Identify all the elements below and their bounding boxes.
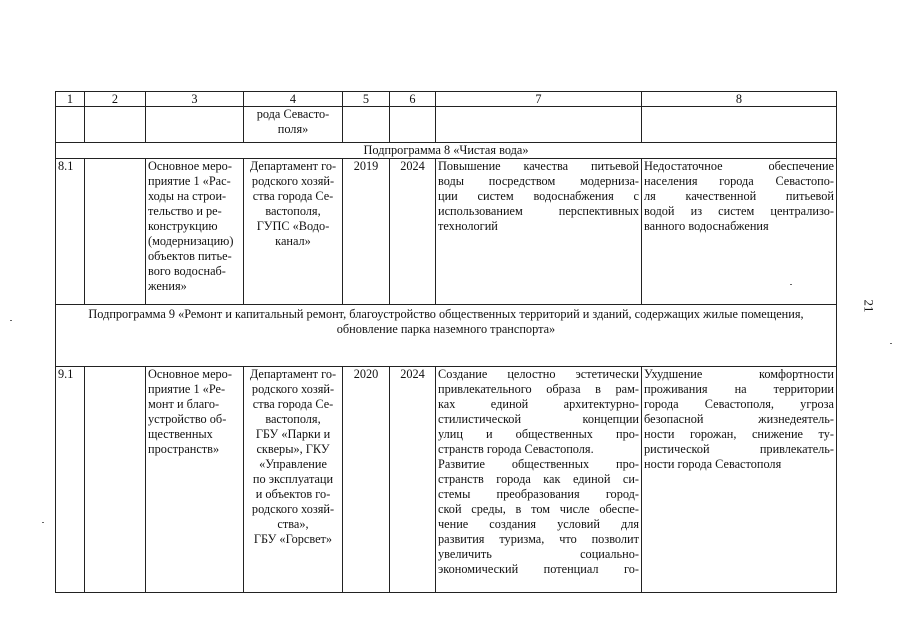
continued-executor-text: рода Севасто- поля» <box>256 107 330 136</box>
header-col-4: 4 <box>244 92 343 107</box>
end-year: 2024 <box>390 159 436 305</box>
row-number: 9.1 <box>56 367 85 593</box>
end-year: 2024 <box>390 367 436 593</box>
table-row-9-1 <box>56 367 837 593</box>
consequence-text: Ухудшение комфортности проживания на территории города Севастополя, угроза безопасной жизнедеятель- ности горожан, снижение ту- ристической привлекатель- ности города Севастополя <box>642 367 837 593</box>
measure-text: Основное меро- приятие 1 «Ре- монт и благо- устройство об- щественных пространств» <box>148 367 232 456</box>
scan-speck <box>42 522 44 523</box>
measure-text: Основное меро- приятие 1 «Рас- ходы на строи- тельство и ре- конструкцию (модернизацию) объектов питье- вого водоснаб- жения» <box>148 159 234 293</box>
subprogram-8-title: Подпрограмма 8 «Чистая вода» <box>56 143 837 159</box>
page-number: 21 <box>861 299 877 313</box>
executor-text: Департамент го- родского хозяй- ства города Се- вастополя, ГУПС «Водо- канал» <box>249 159 337 248</box>
scan-speck <box>790 284 792 285</box>
header-col-6: 6 <box>390 92 436 107</box>
row-number: 8.1 <box>56 159 85 305</box>
scan-speck <box>890 343 892 344</box>
table-row-8-1 <box>56 159 837 305</box>
subprogram-8-heading-row <box>56 143 837 159</box>
scan-speck <box>10 320 12 321</box>
header-col-8: 8 <box>642 92 837 107</box>
executor-text: Департамент го- родского хозяй- ства города Се- вастополя, ГБУ «Парки и скверы», ГКУ «Управление по эксплуатаци и объектов го- родского хозяй- ства», ГБУ «Горсвет» <box>249 367 337 546</box>
table-header-row <box>56 92 837 107</box>
subprogram-9-heading-row <box>56 305 837 367</box>
header-col-3: 3 <box>146 92 244 107</box>
row-col-2 <box>85 367 146 593</box>
continuation-row <box>56 107 837 143</box>
header-col-2: 2 <box>85 92 146 107</box>
header-col-5: 5 <box>343 92 390 107</box>
start-year: 2020 <box>343 367 390 593</box>
header-col-7: 7 <box>436 92 642 107</box>
expected-result-text: Повышение качества питьевой воды посредством модерниза- ции систем водоснабжения с использованием перспективных технологий <box>436 159 642 305</box>
start-year: 2019 <box>343 159 390 305</box>
row-col-2 <box>85 159 146 305</box>
expected-result-text: Создание целостно эстетически привлекательного образа в рам- ках единой архитектурно- стилистической концепции улиц и общественных про- странств города Севастополя. Развитие общественных про- странств города как единой си- стемы преобразования город- ской среды, в том числе обеспе- чение создания условий для развития туризма, что позволит увеличить социально- экономический потенциал го- <box>436 367 642 593</box>
subprogram-9-title: Подпрограмма 9 «Ремонт и капитальный ремонт, благоустройство общественных территорий и зданий, содержащих жилые помещения, обновление парка наземного транспорта» <box>56 305 837 367</box>
consequence-text: Недостаточное обеспечение населения города Севастопо- ля качественной питьевой водой из систем централизо- ванного водоснабжения <box>642 159 837 305</box>
header-col-1: 1 <box>56 92 85 107</box>
program-table <box>55 91 837 593</box>
